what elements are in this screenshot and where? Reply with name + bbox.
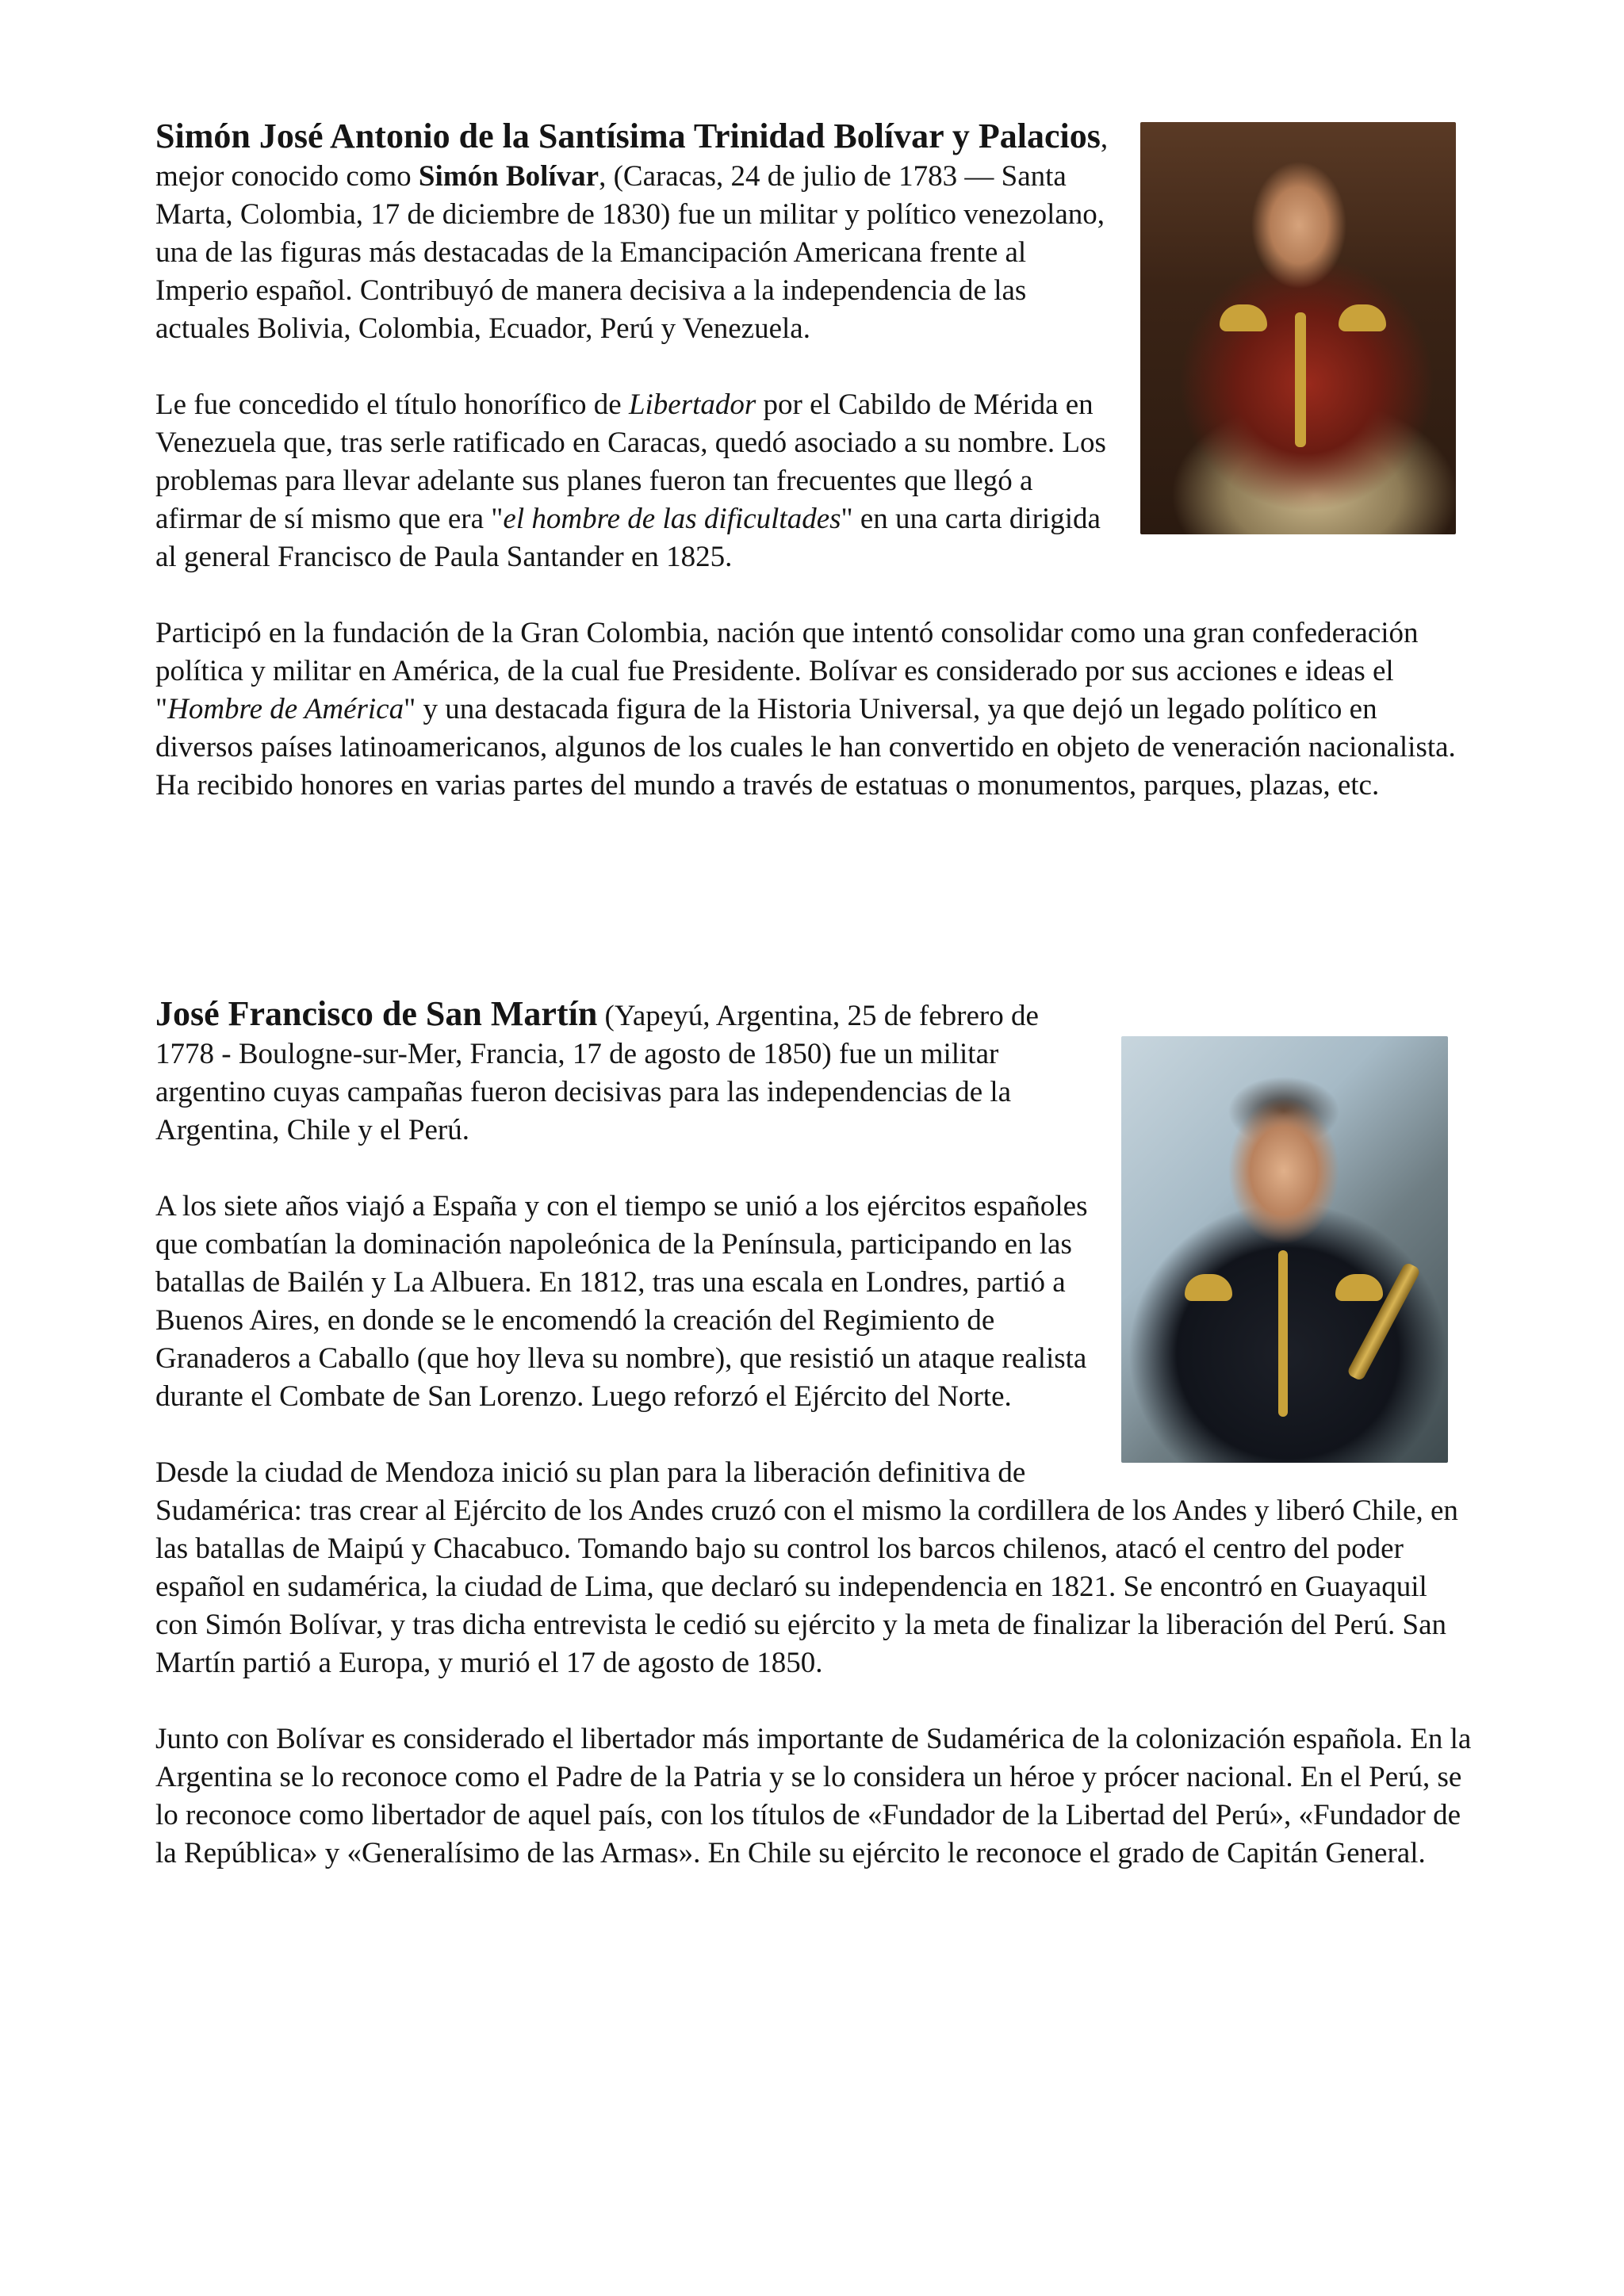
- bolivar-paragraph-3: [155, 614, 1472, 805]
- san-martin-paragraph-2: A los siete años viajó a España y con el tiempo se unió a los ejércitos españoles que combatían la dominación napoleónica de la Península, participando en las batallas de Bailén y La Albuera. En 1812, tras una escala en Londres, partió a Buenos Aires, en donde se le encomendó la creación del Regimiento de Granaderos a Caballo (que hoy lleva su nombre), que resistió un ataque realista durante el Combate de San Lorenzo. Luego reforzó el Ejército del Norte.: [155, 1190, 1088, 1413]
- hombre-america-quote: Hombre de América: [167, 693, 404, 725]
- bolivar-p2-text-a: Le fue concedido el título honorífico de: [155, 388, 629, 421]
- epaulet-right-shape: [1335, 1274, 1383, 1301]
- libertador-title: Libertador: [628, 388, 756, 421]
- san-martin-section: [155, 995, 1472, 1911]
- bolivar-full-name: Simón José Antonio de la Santísima Trinidad Bolívar y Palacios: [155, 117, 1101, 155]
- bolivar-portrait-image: [1140, 122, 1456, 534]
- bolivar-p3-text-b: " y una destacada figura de la Historia Universal, ya que dejó un legado político en diversos países latinoamericanos, algunos de los cuales le han convertido en objeto de veneración nacionalista. Ha recibido honores en varias partes del mundo a través de estatuas o monumentos, parques, plazas, etc.: [155, 693, 1456, 802]
- uniform-trim-shape: [1295, 312, 1306, 447]
- bolivar-p3-text-a: Participó en la fundación de la Gran Colombia, nación que intentó consolidar como una gran confederación política y militar en América, de la cual fue Presidente. Bolívar es considerado por sus acciones e ideas el ": [155, 617, 1419, 725]
- bolivar-p1-text-b: , (Caracas, 24 de julio de 1783 — Santa Marta, Colombia, 17 de diciembre de 1830) fue un militar y político venezolano, una de las figuras más destacadas de la Emancipación Americana frente al Imperio español. Contribuyó de manera decisiva a la independencia de las actuales Bolivia, Colombia, Ecuador, Perú y Venezuela.: [155, 160, 1105, 345]
- epaulet-left-shape: [1220, 304, 1267, 331]
- san-martin-portrait-image: [1121, 1036, 1448, 1463]
- san-martin-paragraph-4: Junto con Bolívar es considerado el libertador más importante de Sudamérica de la colonización española. En la Argentina se lo reconoce como el Padre de la Patria y se lo considera un héroe y prócer nacional. En el Perú, se lo reconoce como libertador de aquel país, con los títulos de «Fundador de la Libertad del Perú», «Fundador de la República» y «Generalísimo de las Armas». En Chile su ejército le reconoce el grado de Capitán General.: [155, 1723, 1472, 1869]
- san-martin-p1-text: (Yapeyú, Argentina, 25 de febrero de 1778 - Boulogne-sur-Mer, Francia, 17 de agosto de 1850) fue un militar argentino cuyas campañas fueron decisivas para las independencias de la Argentina, Chile y el Perú.: [155, 1000, 1039, 1146]
- bolivar-p1-text-a: , mejor conocido como: [155, 122, 1109, 193]
- bolivar-p2-text-c: " en una carta dirigida al general Francisco de Paula Santander en 1825.: [155, 503, 1101, 573]
- bolivar-section: [155, 117, 1472, 843]
- san-martin-name: José Francisco de San Martín: [155, 994, 598, 1033]
- epaulet-right-shape: [1339, 304, 1386, 331]
- hombre-dificultades-quote: el hombre de las dificultades: [503, 503, 841, 535]
- bolivar-p2-text-b: por el Cabildo de Mérida en Venezuela que, tras serle ratificado en Caracas, quedó asociado a su nombre. Los problemas para llevar adelante sus planes fueron tan frecuentes que llegó a afirmar de sí mismo que era ": [155, 388, 1106, 535]
- uniform-trim-shape: [1278, 1250, 1288, 1417]
- bolivar-short-name: Simón Bolívar: [418, 160, 599, 193]
- epaulet-left-shape: [1185, 1274, 1232, 1301]
- san-martin-paragraph-3: Desde la ciudad de Mendoza inició su plan para la liberación definitiva de Sudamérica: tras crear al Ejército de los Andes cruzó con el mismo la cordillera de los Andes y liberó Chile, en las batallas de Maipú y Chacabuco. Tomando bajo su control los barcos chilenos, atacó el centro del poder español en sudamérica, la ciudad de Lima, que declaró su independencia en 1821. Se encontró en Guayaquil con Simón Bolívar, y tras dicha entrevista le cedió su ejército y la meta de finalizar la liberación del Perú. San Martín partió a Europa, y murió el 17 de agosto de 1850.: [155, 1456, 1458, 1679]
